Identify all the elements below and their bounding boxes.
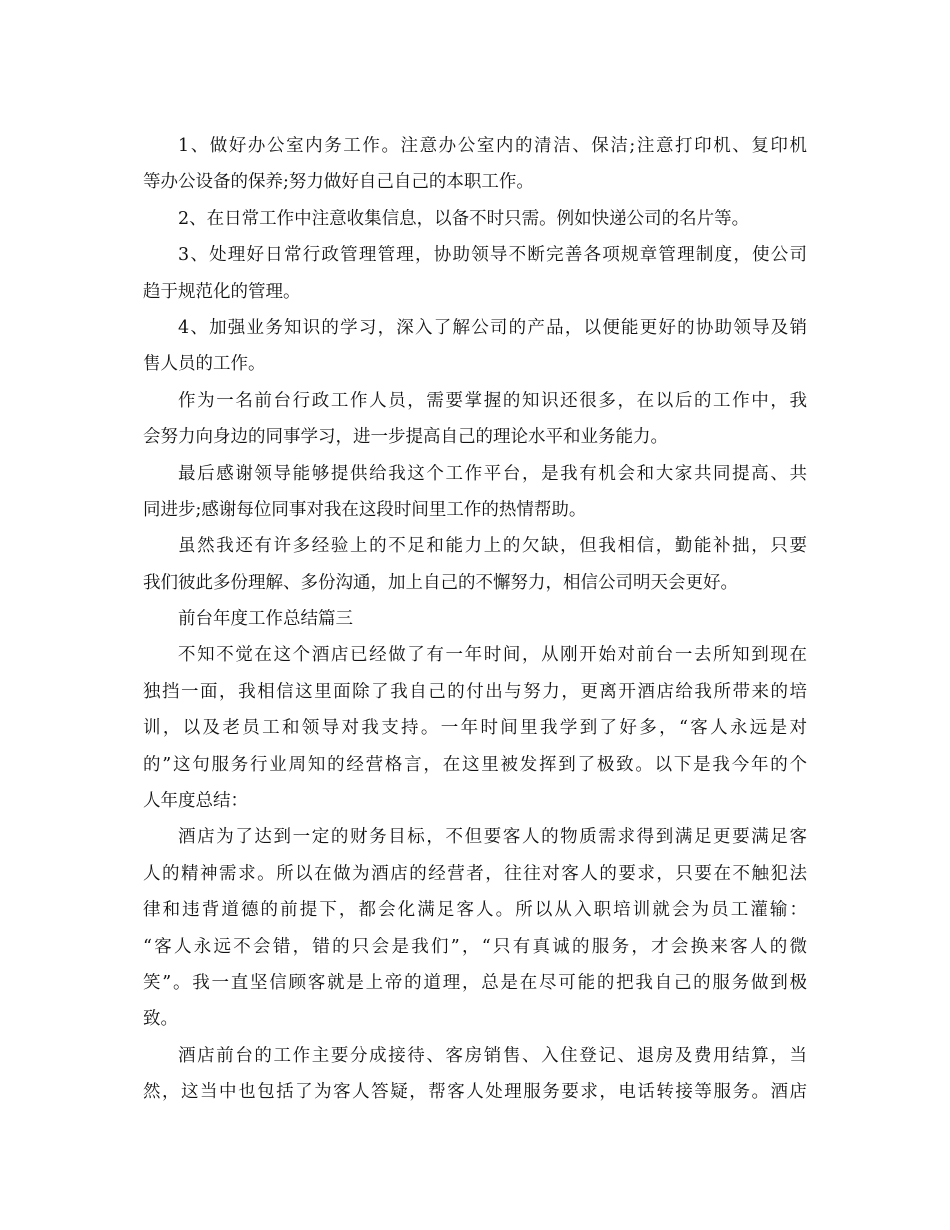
text-line: 会努力向身边的同事学习，进一步提高自己的理论水平和业务能力。	[143, 427, 668, 448]
text-line: 最后感谢领导能够提供给我这个工作平台，是我有机会和大家共同提高、共	[178, 463, 807, 484]
document-body	[143, 128, 807, 1111]
text-line: 然，这当中也包括了为客人答疑，帮客人处理服务要求，电话转接等服务。酒店	[143, 1082, 807, 1103]
text-line: 前台年度工作总结篇三	[178, 609, 353, 630]
text-line: 1、做好办公室内务工作。注意办公室内的清洁、保洁;注意打印机、复印机	[178, 136, 807, 156]
text-line: 等办公设备的保养;努力做好自己自己的本职工作。	[143, 172, 534, 193]
text-line: 3、处理好日常行政管理管理，协助领导不断完善各项规章管理制度，使公司	[178, 245, 807, 266]
text-line: 2、在日常工作中注意收集信息，以备不时只需。例如快递公司的名片等。	[178, 208, 750, 229]
text-line: 人的精神需求。所以在做为酒店的经营者，往往对客人的要求，只要在不触犯法	[143, 863, 807, 884]
text-line: 的”这句服务行业周知的经营格言，在这里被发挥到了极致。以下是我今年的个	[143, 754, 807, 775]
text-line: 不知不觉在这个酒店已经做了有一年时间，从刚开始对前台一去所知到现在	[178, 645, 807, 666]
text-line: 我们彼此多份理解、多份沟通，加上自己的不懈努力，相信公司明天会更好。	[143, 572, 738, 593]
text-line: 虽然我还有许多经验上的不足和能力上的欠缺，但我相信，勤能补拙，只要	[178, 536, 807, 557]
text-line: 趋于规范化的管理。	[143, 281, 301, 302]
text-line: 训，以及老员工和领导对我支持。一年时间里我学到了好多，“客人永远是对	[143, 718, 807, 739]
text-line: 独挡一面，我相信这里面除了我自己的付出与努力，更离开酒店给我所带来的培	[143, 681, 807, 702]
text-line: “客人永远不会错，错的只会是我们”，“只有真诚的服务，才会换来客人的微	[143, 936, 807, 957]
text-line: 4、加强业务知识的学习，深入了解公司的产品，以便能更好的协助领导及销	[178, 317, 807, 338]
text-line: 酒店为了达到一定的财务目标，不但要客人的物质需求得到满足更要满足客	[178, 827, 807, 848]
text-line: 同进步;感谢每位同事对我在这段时间里工作的热情帮助。	[143, 499, 587, 520]
text-line: 售人员的工作。	[143, 354, 266, 375]
text-line: 笑”。我一直坚信顾客就是上帝的道理，总是在尽可能的把我自己的服务做到极	[143, 972, 807, 993]
text-line: 致。	[143, 1009, 178, 1030]
text-line: 律和违背道德的前提下，都会化满足客人。所以从入职培训就会为员工灌输：	[143, 900, 807, 921]
text-line: 酒店前台的工作主要分成接待、客房销售、入住登记、退房及费用结算，当	[178, 1045, 807, 1066]
text-line: 作为一名前台行政工作人员，需要掌握的知识还很多，在以后的工作中，我	[178, 390, 807, 411]
text-line: 人年度总结：	[143, 791, 248, 812]
